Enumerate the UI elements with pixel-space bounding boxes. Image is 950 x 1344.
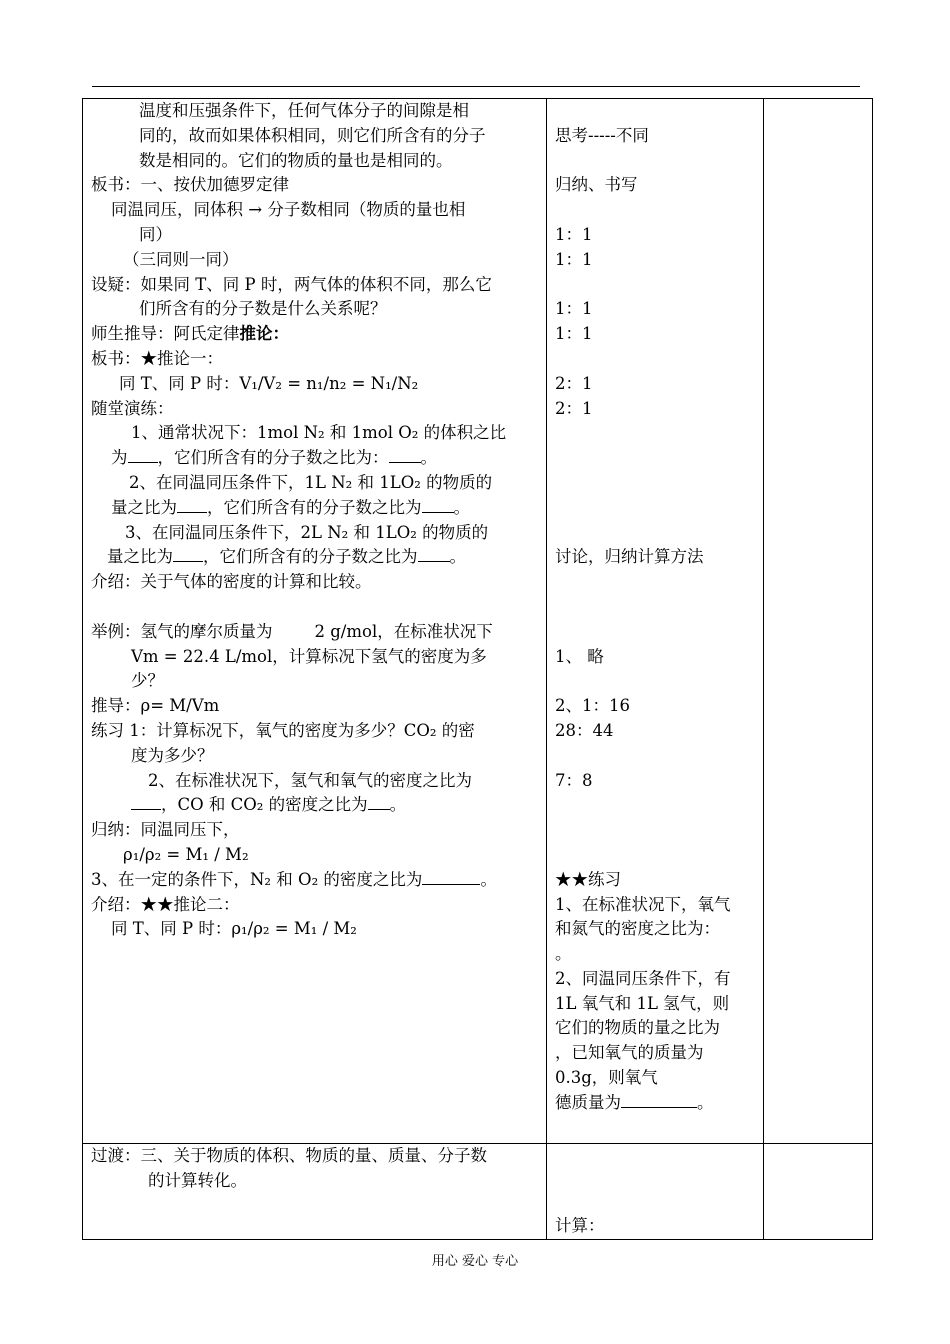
text-segment: 。 [480, 869, 497, 889]
student-activity-cell [547, 1144, 764, 1240]
spacer [555, 1169, 757, 1194]
spacer [555, 818, 757, 843]
blank-underline [422, 498, 454, 513]
spacer [555, 521, 757, 546]
text-segment: 。 [697, 1092, 714, 1112]
text-line: 2、在同温同压条件下，1L N₂ 和 1LO₂ 的物质的 [129, 472, 493, 492]
text-line: 0.3g，则氧气 [555, 1068, 658, 1088]
text-line: 过渡：三、关于物质的体积、物质的量、质量、分子数 [91, 1146, 487, 1165]
spacer [555, 198, 757, 223]
spacer [555, 347, 757, 372]
text-line: 设疑：如果同 T、同 P 时，两气体的体积不同，那么它 [91, 274, 492, 294]
spacer [555, 793, 757, 818]
text-segment: ，它们所含有的分子数之比为： [157, 448, 389, 468]
text-segment: ，CO 和 CO₂ 的密度之比为 [161, 795, 368, 815]
text-line: 的计算转化。 [148, 1170, 247, 1190]
text-line: 推导：ρ= M/Vm [91, 696, 220, 716]
spacer [555, 421, 757, 446]
text-line: 1：1 [555, 299, 593, 319]
lesson-table [82, 98, 873, 1240]
header-rule [92, 86, 860, 87]
blank-underline [621, 1093, 697, 1108]
text-line: 同 T、同 P 时：ρ₁/ρ₂ = M₁ / M₂ [111, 919, 357, 939]
text-line [91, 496, 540, 521]
text-line: 2、在标准状况下，氢气和氧气的密度之比为 [148, 770, 472, 790]
text-line: 2、1：16 [555, 696, 630, 716]
text-line: 少？ [131, 671, 164, 691]
text-line: 1L 氧气和 1L 氢气，则 [555, 993, 730, 1013]
text-line: 介绍：★★推论二： [91, 894, 240, 914]
text-line: Vm = 22.4 L/mol，计算标况下氢气的密度为多 [131, 646, 487, 666]
bold-text: 推论： [239, 324, 289, 344]
blank-underline [389, 448, 421, 463]
spacer [555, 99, 757, 124]
spacer [555, 446, 757, 471]
table-row [83, 1144, 873, 1240]
text-line: 1：1 [555, 324, 593, 344]
text-line: 1：1 [555, 249, 593, 269]
text-line: 们所含有的分子数是什么关系呢？ [139, 299, 387, 319]
spacer [555, 669, 757, 694]
text-line: 1、通常状况下：1mol N₂ 和 1mol O₂ 的体积之比 [131, 423, 507, 443]
spacer [555, 620, 757, 645]
text-line [91, 322, 540, 347]
blank-underline [128, 448, 158, 463]
text-segment: ，它们所含有的分子数之比为 [203, 547, 418, 567]
text-segment: 2 g/mol，在标准状况下 [314, 621, 493, 641]
text-line: 归纳、书写 [555, 175, 638, 195]
text-line [91, 446, 540, 471]
text-line: 1、在标准状况下，氧气 [555, 894, 731, 914]
text-line: 同温同压，同体积 → 分子数相同（物质的量也相 [111, 200, 466, 220]
text-line: 同） [139, 224, 172, 244]
text-line: 归纳：同温同压下， [91, 820, 240, 840]
text-segment: ，它们所含有的分子数之比为 [207, 497, 422, 517]
text-line: 同 T、同 P 时：V₁/V₂ = n₁/n₂ = N₁/N₂ [119, 373, 419, 393]
blank-underline [131, 795, 161, 810]
text-line: 数是相同的。它们的物质的量也是相同的。 [139, 150, 453, 170]
spacer [555, 1144, 757, 1169]
blank-underline [177, 498, 207, 513]
blank-underline [422, 870, 480, 885]
teacher-activity-cell [83, 1144, 547, 1240]
text-line [555, 1091, 757, 1116]
text-line: 讨论，归纳计算方法 [555, 547, 704, 567]
text-line: 和氮气的密度之比为： [555, 919, 720, 939]
student-activity-cell [547, 99, 764, 1144]
text-line: 28：44 [555, 720, 614, 740]
spacer [555, 273, 757, 298]
spacer [91, 595, 540, 620]
page-footer: 用心 爱心 专心 [431, 1254, 519, 1269]
text-line: 思考-----不同 [555, 125, 649, 145]
text-line: 板书：★推论一： [91, 348, 223, 368]
spacer [555, 496, 757, 521]
text-line [91, 545, 540, 570]
spacer [555, 595, 757, 620]
text-segment: 德质量为 [555, 1092, 621, 1112]
text-segment: 。 [453, 497, 470, 517]
text-line: 介绍：关于气体的密度的计算和比较。 [91, 572, 372, 592]
text-line: 度为多少？ [131, 745, 214, 765]
text-segment: 3、在一定的条件下，N₂ 和 O₂ 的密度之比为 [91, 869, 423, 889]
text-line [91, 620, 540, 645]
text-segment: 。 [449, 547, 466, 567]
text-segment: 量之比为 [107, 547, 173, 567]
teacher-activity-cell [83, 99, 547, 1144]
text-line [91, 868, 540, 893]
text-line: 温度和压强条件下，任何气体分子的间隙是相 [139, 101, 469, 120]
blank-underline [173, 547, 203, 562]
text-line: 3、在同温同压条件下，2L N₂ 和 1LO₂ 的物质的 [125, 522, 489, 542]
spacer [555, 149, 757, 174]
text-line: ，已知氧气的质量为 [555, 1043, 704, 1063]
notes-cell [764, 99, 873, 1144]
notes-cell [764, 1144, 873, 1240]
blank-underline [368, 795, 390, 810]
spacer [555, 843, 757, 868]
text-line: ★★练习 [555, 869, 621, 889]
table-row [83, 99, 873, 1144]
text-line: 板书：一、按伏加德罗定律 [91, 175, 289, 195]
text-segment: 举例：氢气 [91, 621, 174, 641]
text-segment: 量之比为 [111, 497, 177, 517]
text-segment: 师生推导：阿氏定律 [91, 324, 240, 344]
text-line: 练习 1：计算标况下，氧气的密度为多少？CO₂ 的密 [91, 720, 475, 740]
spacer [555, 570, 757, 595]
text-line: 1：1 [555, 224, 593, 244]
text-line: 计算： [555, 1215, 605, 1235]
text-segment: 。 [389, 795, 407, 815]
text-line [91, 793, 540, 818]
text-segment: 。 [420, 448, 437, 468]
text-line: 2：1 [555, 398, 593, 418]
spacer [555, 471, 757, 496]
text-line: 。 [555, 944, 572, 964]
text-line: 它们的物质的量之比为 [555, 1018, 720, 1038]
text-segment: 的摩尔质量为 [173, 621, 273, 641]
text-line: 2：1 [555, 373, 593, 393]
blank-underline [418, 547, 450, 562]
text-line: 同的，故而如果体积相同，则它们所含有的分子 [139, 125, 486, 145]
text-line: 随堂演练： [91, 398, 174, 418]
text-line: 7：8 [555, 770, 593, 790]
text-line: 1、 略 [555, 646, 604, 666]
text-line: 2、同温同压条件下，有 [555, 968, 731, 988]
text-segment: 为 [111, 448, 128, 468]
text-line: （三同则一同） [123, 249, 239, 269]
text-line: ρ₁/ρ₂ = M₁ / M₂ [123, 844, 249, 864]
spacer [555, 744, 757, 769]
